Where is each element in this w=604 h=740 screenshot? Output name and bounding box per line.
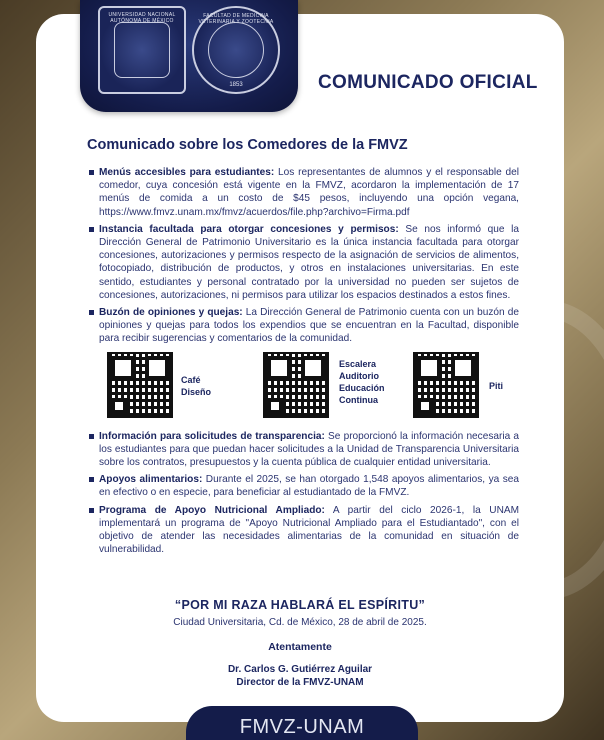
- qr-label-line: Piti: [489, 380, 504, 391]
- qr-code-cafe-icon[interactable]: [107, 352, 173, 418]
- qr-label-cafe: [181, 374, 211, 398]
- university-motto: “POR MI RAZA HABLARÁ EL ESPÍRITU”: [174, 598, 426, 612]
- qr-label-line: Escalera: [339, 358, 377, 369]
- item-buzon: [89, 306, 519, 346]
- footer-brand: FMVZ-UNAM: [239, 716, 365, 738]
- signer-name: Dr. Carlos G. Gutiérrez Aguilar: [227, 664, 373, 675]
- item-heading: Programa de Apoyo Nutricional Ampliado:: [99, 504, 325, 516]
- item-heading: Información para solicitudes de transparencia:: [99, 430, 325, 442]
- qr-code-piti-icon[interactable]: [413, 352, 479, 418]
- item-menus: [89, 166, 519, 219]
- qr-code-row: [89, 352, 519, 424]
- qr-label-line: Continua: [339, 394, 378, 405]
- item-apoyos: [89, 473, 519, 499]
- communique-body: [89, 166, 519, 560]
- item-body: A partir del ciclo 2026-1, la UNAM implementará un programa de "Apoyo Nutricional Ampliado para el Estudiantado", con el objetivo de atender las necesidades alimentarias de la comunidad en situación de vulnerabilidad.: [99, 504, 519, 556]
- unam-seal-text: UNIVERSIDAD NACIONAL AUTÓNOMA DE MÉXICO: [108, 12, 176, 24]
- signer-title: Director de la FMVZ-UNAM: [236, 676, 364, 688]
- document-title: Comunicado sobre los Comedores de la FMVZ: [87, 137, 408, 153]
- header-seal-tab: [80, 0, 298, 112]
- item-body: Se nos informó que la Dirección General de Patrimonio Universitario es la única instancia facultada para otorgar concesiones, autorizaciones y permisos respecto de la asignación de servicios de alimentos, fotocopiado, distribución de productos, y otros en instalaciones universitarias. En este sentido, estudiantes y personal contratado por la universidad no pueden ser sujetos de concesiones, autorizaciones, ni permisos para utilizar los espacios destinados a estos fines.: [99, 223, 519, 301]
- unam-seal-icon: [98, 6, 186, 94]
- communique-kicker: COMUNICADO OFICIAL: [318, 72, 538, 93]
- item-programa: [89, 504, 519, 557]
- fmvz-seal-text: FACULTAD DE MEDICINA VETERINARIA Y ZOOTECNIA: [198, 13, 274, 25]
- item-body: La Dirección General de Patrimonio cuenta con un buzón de opiniones y quejas para todos los expendios que se encuentran en la Facultad, disponible para recibir sugerencias y comentarios de la comunidad.: [99, 307, 519, 345]
- signature-block: [36, 664, 564, 689]
- footer-tab: [186, 706, 418, 740]
- fmvz-seal-year: 1853: [229, 82, 243, 88]
- place-date: Ciudad Universitaria, Cd. de México, 28 de abril de 2025.: [173, 617, 427, 628]
- qr-label-escalera: [339, 358, 385, 406]
- item-body: Los representantes de alumnos y el responsable del comedor, cuya concesión está vigente en la FMVZ, acordaron la implementación de 17 menús de comida a un costo de $45 pesos, incluyendo una opción vegana, https://www.fmvz.unam.mx/fmvz/acuerdos/file.php?archivo=Firma.pdf: [99, 167, 519, 218]
- closing-regards: Atentamente: [268, 641, 332, 653]
- qr-code-escalera-icon[interactable]: [263, 352, 329, 418]
- qr-label-line: Diseño: [181, 386, 212, 397]
- item-transparencia: [89, 430, 519, 470]
- fmvz-seal-icon: [192, 6, 280, 94]
- item-heading: Menús accesibles para estudiantes:: [99, 167, 275, 178]
- item-heading: Instancia facultada para otorgar concesiones y permisos:: [99, 223, 399, 235]
- item-body: Durante el 2025, se han otorgado 1,548 apoyos alimentarios, ya sea en efectivo o en especie, para beneficiar al estudiantado de la FMVZ.: [99, 474, 519, 499]
- item-body: Se proporcionó la información necesaria a los estudiantes para que puedan hacer solicitudes a la Unidad de Transparencia Universitaria sobre los contratos, presupuestos y la cuenta pública de cualquier entidad universitaria.: [99, 430, 520, 469]
- item-heading: Apoyos alimentarios:: [99, 474, 203, 486]
- item-heading: Buzón de opiniones y quejas:: [99, 307, 243, 319]
- qr-label-piti: [489, 380, 503, 392]
- qr-label-line: Auditorio: [339, 370, 379, 381]
- item-instancia: [89, 223, 519, 302]
- qr-label-line: Educación: [339, 382, 385, 393]
- qr-label-line: Café: [181, 374, 201, 385]
